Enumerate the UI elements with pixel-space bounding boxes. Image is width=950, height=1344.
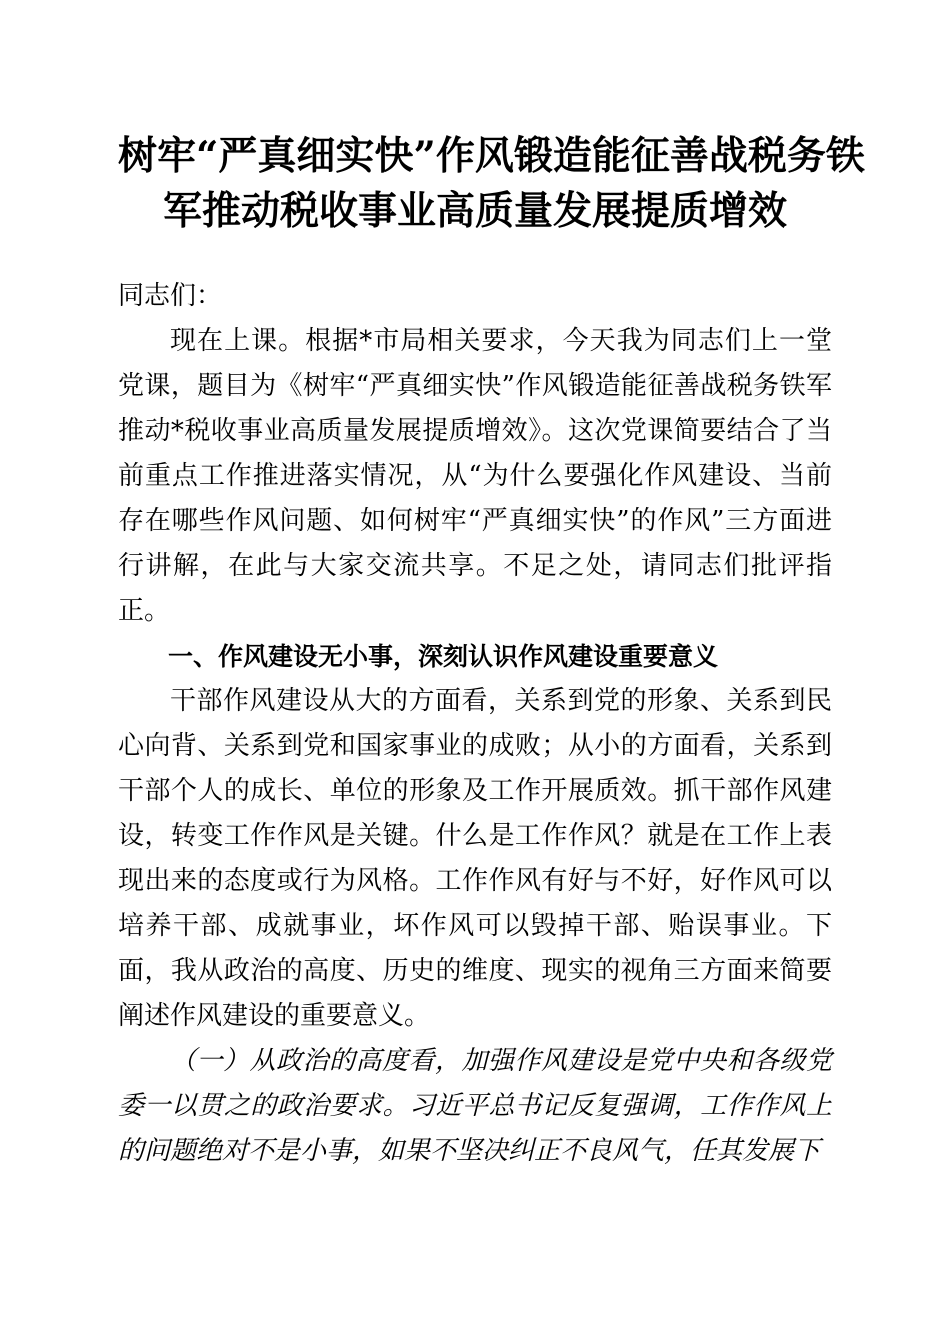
document-title — [118, 129, 865, 239]
salutation-text: 同志们： — [118, 281, 223, 311]
subsection-1-paragraph: （一）从政治的高度看，加强作风建设是党中央和各级党委一以贯之的政治要求。习近平总书记反复强调，工作作风上的问题绝对不是小事，如果不坚决纠正不良风气，任其发展下 — [118, 1046, 832, 1166]
intro-paragraph: 现在上课。根据*市局相关要求，今天我为同志们上一堂党课，题目为《树牢“严真细实快”作风锻造能征善战税务铁军推动*税收事业高质量发展提质增效》。这次党课简要结合了当前重点工作推进落实情况，从“为什么要强化作风建设、当前存在哪些作风问题、如何树牢“严真细实快”的作风”三方面进行讲解，在此与大家交流共享。不足之处，请同志们批评指正。 — [118, 326, 832, 626]
title-line-2: 军推动税收事业高质量发展提质增效 — [162, 188, 787, 234]
section-1-heading: 一、作风建设无小事，深刻认识作风建设重要意义 — [168, 642, 719, 671]
title-line-1: 树牢“严真细实快”作风锻造能征善战税务铁 — [118, 133, 865, 179]
section-1-body-paragraph: 干部作风建设从大的方面看，关系到党的形象、关系到民心向背、关系到党和国家事业的成败；从小的方面看，关系到干部个人的成长、单位的形象及工作开展质效。抓干部作风建设，转变工作作风是关键。什么是工作作风？就是在工作上表现出来的态度或行为风格。工作作风有好与不好，好作风可以培养干部、成就事业，坏作风可以毁掉干部、贻误事业。下面，我从政治的高度、历史的维度、现实的视角三方面来简要阐述作风建设的重要意义。 — [118, 686, 832, 1031]
